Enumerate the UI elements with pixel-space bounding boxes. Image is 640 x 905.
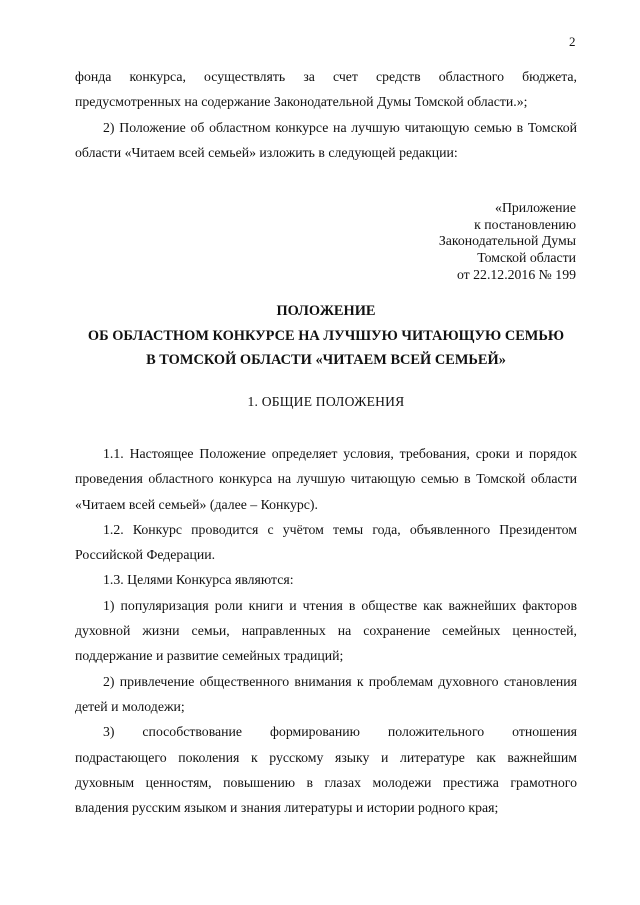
body-line: 1.3. Целями Конкурса являются: <box>103 572 294 588</box>
document-title <box>75 299 577 373</box>
title-line: ОБ ОБЛАСТНОМ КОНКУРСЕ НА ЛУЧШУЮ ЧИТАЮЩУЮ СЕМЬЮ <box>87 327 565 344</box>
intro-block <box>75 64 577 165</box>
appendix-line: «Приложение <box>495 200 576 216</box>
document-body <box>75 64 577 820</box>
body-line: подрастающего поколения к русскому языку и литературе как важнейшим <box>75 749 577 765</box>
title-line: В ТОМСКОЙ ОБЛАСТИ «ЧИТАЕМ ВСЕЙ СЕМЬЕЙ» <box>146 352 506 369</box>
body-line: детей и молодежи; <box>75 698 185 714</box>
appendix-line: к постановлению <box>474 216 576 232</box>
title-line: ПОЛОЖЕНИЕ <box>276 303 376 320</box>
appendix-header <box>75 200 576 283</box>
body-line: проведения областного конкурса на лучшую читающую семью в Томской области <box>75 471 577 487</box>
body-line: владения русским языком и знания литературы и истории родного края; <box>75 800 499 816</box>
body-line: 1.1. Настоящее Положение определяет условия, требования, сроки и порядок <box>103 445 577 461</box>
body-line: 1) популяризация роли книги и чтения в обществе как важнейших факторов <box>103 597 577 613</box>
body-line: 1.2. Конкурс проводится с учётом темы года, объявленного Президентом <box>103 521 577 537</box>
body-line: 3) способствование формированию положительного отношения <box>103 724 577 740</box>
body-line: 2) привлечение общественного внимания к проблемам духовного становления <box>103 673 577 689</box>
body-line: духовным ценностям, повышению в глазах молодежи престижа грамотного <box>75 774 577 790</box>
body-line: духовной жизни семьи, направленных на сохранение семейных ценностей, <box>75 623 577 639</box>
body-line: «Читаем всей семьей» (далее – Конкурс). <box>75 496 318 512</box>
intro-line: фонда конкурса, осуществлять за счет средств областного бюджета, <box>75 69 577 84</box>
intro-line: 2) Положение об областном конкурсе на лучшую читающую семью в Томской <box>103 119 577 135</box>
body-line: поддержание и развитие семейных традиций; <box>75 648 344 664</box>
page-number: 2 <box>569 34 576 49</box>
intro-line: предусмотренных на содержание Законодательной Думы Томской области.»; <box>75 94 528 110</box>
section-body <box>75 441 577 820</box>
body-line: Российской Федерации. <box>75 547 216 563</box>
appendix-line: от 22.12.2016 № 199 <box>456 266 576 282</box>
intro-line: области «Читаем всей семьей» изложить в следующей редакции: <box>75 144 458 160</box>
section-heading: 1. ОБЩИЕ ПОЛОЖЕНИЯ <box>247 393 405 409</box>
appendix-line: Томской области <box>477 249 576 265</box>
appendix-line: Законодательной Думы <box>438 233 576 249</box>
